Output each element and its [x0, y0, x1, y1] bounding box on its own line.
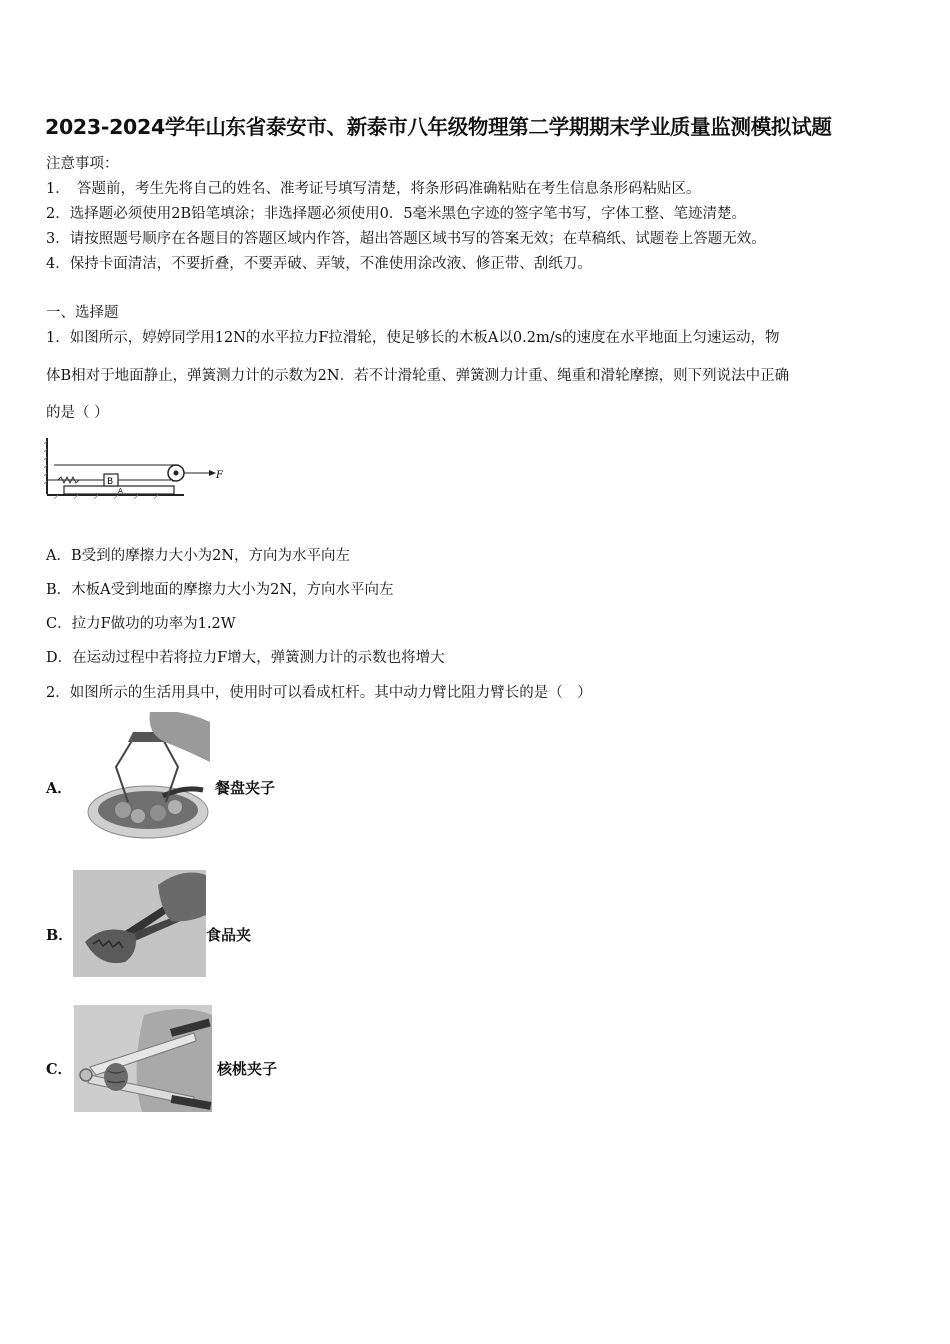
block-b-label: B — [107, 477, 114, 487]
q1-stem-line: 的是（ ） — [46, 405, 109, 421]
q2-option-b-caption: 食品夹 — [206, 926, 252, 944]
notice-item: 4．保持卡面清洁，不要折叠，不要弄破、弄皱，不准使用涂改液、修正带、刮纸刀。 — [46, 256, 592, 272]
q1-stem-line: 体B相对于地面静止，弹簧测力计的示数为2N．若不计滑轮重、弹簧测力计重、绳重和滑轮摩擦，则下列说法中正确 — [46, 368, 790, 384]
q2-option-c-caption: 核桃夹子 — [217, 1060, 278, 1078]
walnut-cracker-photo — [74, 1005, 212, 1112]
plate-clip-photo — [78, 712, 210, 846]
pulley-diagram — [44, 436, 224, 502]
board-a-label: A — [118, 487, 123, 495]
q1-stem-line: 1．如图所示，婷婷同学用12N的水平拉力F拉滑轮，使足够长的木板A以0.2m/s的速度在水平地面上匀速运动，物 — [46, 330, 780, 346]
food-tongs-photo — [73, 870, 206, 977]
section-heading: 一、选择题 — [46, 305, 119, 321]
notice-item: 3．请按照题号顺序在各题目的答题区域内作答，超出答题区域书写的答案无效；在草稿纸、试题卷上答题无效。 — [46, 231, 766, 247]
q1-option-d: D．在运动过程中若将拉力F增大，弹簧测力计的示数也将增大 — [46, 650, 445, 666]
notice-heading: 注意事项： — [46, 156, 119, 172]
q1-option-a: A．B受到的摩擦力大小为2N，方向为水平向左 — [46, 548, 351, 564]
page-title: 2023-2024学年山东省泰安市、新泰市八年级物理第二学期期末学业质量监测模拟试题 — [45, 115, 832, 139]
q2-stem: 2．如图所示的生活用具中，使用时可以看成杠杆。其中动力臂比阻力臂长的是（ ） — [46, 685, 592, 701]
q1-option-b: B．木板A受到地面的摩擦力大小为2N，方向水平向左 — [46, 582, 394, 598]
notice-item: 2．选择题必须使用2B铅笔填涂；非选择题必须使用0．5毫米黑色字迹的签字笔书写，字体工整、笔迹清楚。 — [46, 206, 747, 222]
notice-item: 1． 答题前，考生先将自己的姓名、准考证号填写清楚，将条形码准确粘贴在考生信息条形码粘贴区。 — [46, 181, 701, 197]
q2-option-a-caption: 餐盘夹子 — [215, 779, 276, 797]
q2-option-c-label: C． — [46, 1061, 73, 1078]
q2-option-a-label: A． — [46, 780, 72, 797]
q2-option-b-label: B． — [46, 927, 73, 944]
q1-option-c: C．拉力F做功的功率为1.2W — [46, 616, 236, 632]
force-label: F — [216, 470, 223, 481]
